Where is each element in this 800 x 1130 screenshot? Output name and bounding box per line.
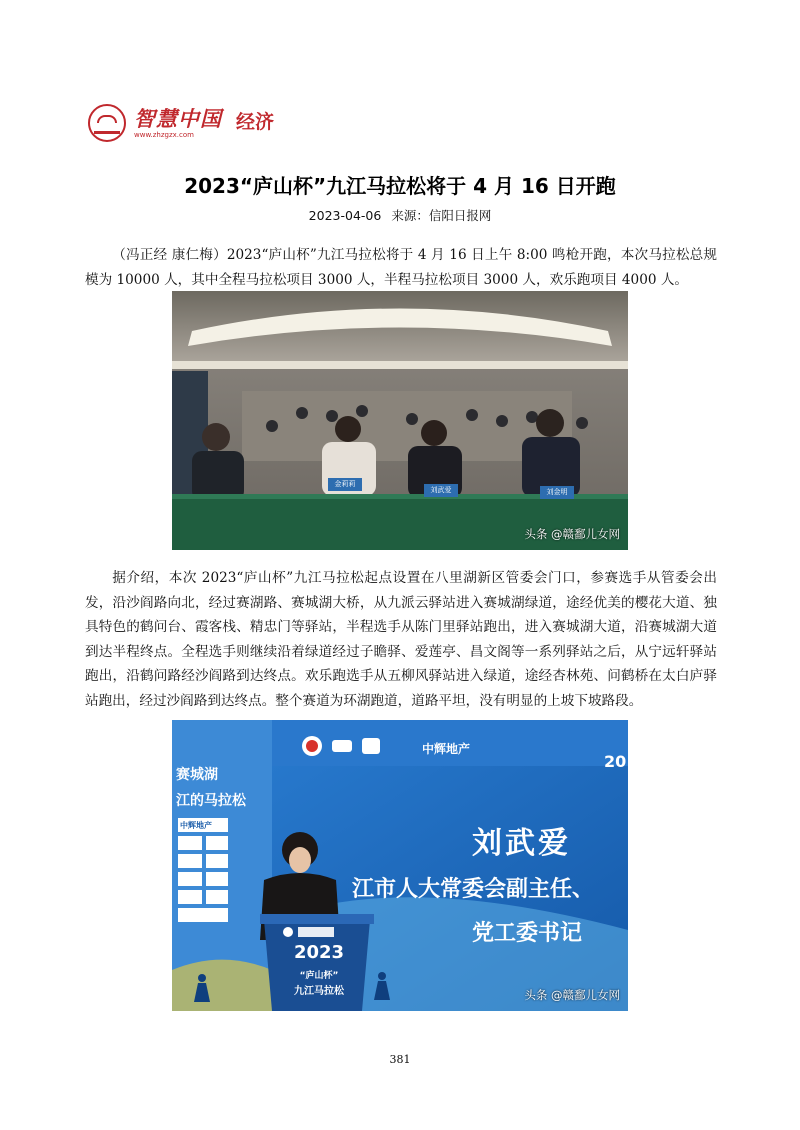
speaker-scene — [172, 720, 628, 1011]
brand — [134, 107, 222, 140]
name-card-1: 金莉莉 — [334, 480, 356, 488]
press-conference-scene — [172, 291, 628, 550]
podium-event: 九江马拉松 — [294, 986, 344, 997]
page-number: 381 — [389, 1053, 411, 1066]
article-paragraph-1: （冯正经 康仁梅）2023“庐山杯”九江马拉松将于 4 月 16 日上午 8:00 鸣枪开跑，本次马拉松总规模为 10000 人，其中全程马拉松项目 3000 人，半程马拉松项目 3000 人，欢乐跑项目 4000 人。 — [85, 247, 717, 288]
article-meta — [0, 206, 800, 224]
name-card-2: 刘武爱 — [430, 486, 452, 494]
brand-url: www.zhzgzx.com — [134, 130, 194, 139]
article-title: 2023“庐山杯”九江马拉松将于 4 月 16 日开跑 — [184, 174, 616, 198]
name-card-3: 刘金明 — [546, 488, 568, 496]
screen-left-line1: 赛城湖 — [176, 767, 218, 783]
press-conference-photo — [172, 291, 628, 550]
podium-cup: “庐山杯” — [299, 971, 339, 981]
logo-seal-icon — [88, 104, 126, 142]
screen-year-fragment: 20 — [604, 752, 627, 771]
screen-left-line2: 江的马拉松 — [176, 793, 246, 809]
article-source: 来源：信阳日报网 — [391, 208, 492, 223]
article-paragraph-2: 据介绍，本次 2023“庐山杯”九江马拉松起点设置在八里湖新区管委会门口，参赛选手从管委会出发，沿沙阎路向北，经过赛湖路、赛城湖大桥，从九派云驿站进入赛城湖绿道，途经优美的樱花大道、独具特色的鹤问台、霞客栈、精忠门等驿站，半程选手从陈门里驿站跑出，进入赛城湖大道，沿赛城湖大道到达半程终点。全程选手则继续沿着绿道经过子瞻驿、爱莲亭、昌文阁等一系列驿站之后，从宁远轩驿站跑出，沿鹤问路经沙阎路到达终点。欢乐跑选手从五柳风驿站进入绿道，途经杏林苑、问鹤桥在太白庐驿站跑出，经过沙阎路到达终点。整个赛道为环湖跑道，道路平坦，没有明显的上坡下坡路段。 — [85, 570, 717, 709]
podium-year: 2023 — [293, 942, 345, 963]
photo1-watermark: 头条 @赣鄱儿女网 — [524, 527, 620, 541]
speaker-title-line2: 党工委书记 — [472, 921, 583, 946]
masthead — [88, 103, 274, 143]
speaker-name: 刘武爱 — [472, 826, 571, 861]
speaker-photo — [172, 720, 628, 1011]
sponsor-logo-label: 中辉地产 — [422, 742, 471, 756]
article-date: 2023-04-06 — [308, 208, 382, 223]
sponsor-board-label: 中辉地产 — [180, 821, 212, 830]
brand-name: 智慧中国 — [134, 105, 222, 131]
speaker-title-line1: 江市人大常委会副主任、 — [352, 877, 595, 902]
photo2-watermark: 头条 @赣鄱儿女网 — [524, 988, 620, 1002]
section-label: 经济 — [236, 110, 275, 133]
